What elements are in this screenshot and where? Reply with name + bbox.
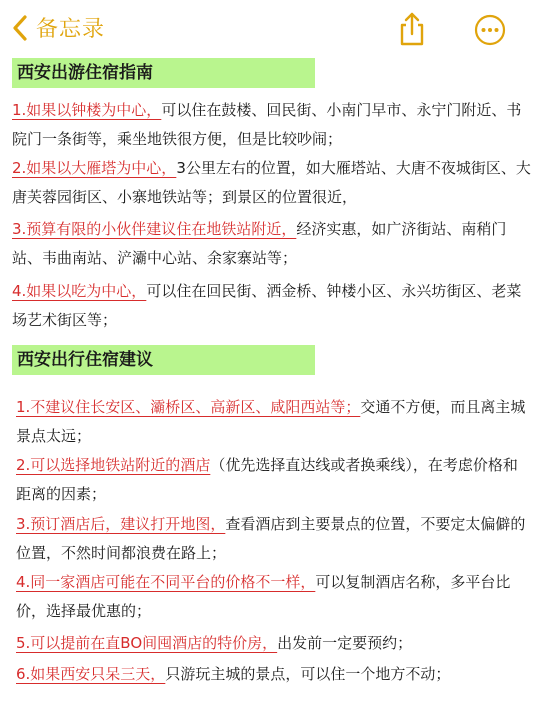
more-icon xyxy=(474,14,506,46)
more-button[interactable] xyxy=(474,14,506,50)
tip-item xyxy=(16,660,532,689)
tip-item-highlight: 2.可以选择地铁站附近的酒店 xyxy=(16,456,211,474)
section-title-lodging-guide: 西安出游住宿指南 xyxy=(12,58,315,88)
tip-item-highlight: 6.如果西安只呆三天， xyxy=(16,665,166,683)
tip-item-text: 出发前一定要预约； xyxy=(277,634,413,652)
tip-item xyxy=(16,393,532,451)
tip-item-highlight: 1.不建议住长安区、灞桥区、高新区、咸阳西站等； xyxy=(16,398,361,416)
guide-item xyxy=(12,154,532,212)
tip-item-text: 交通不方便，而且离主城景点太远； xyxy=(16,398,526,445)
tip-item-text: 查看酒店到主要景点的位置，不要定太偏僻的位置，不然时间都浪费在路上； xyxy=(16,515,526,562)
tip-item-text: 只游玩主城的景点，可以住一个地方不动； xyxy=(165,665,451,683)
tip-item-highlight: 4.同一家酒店可能在不同平台的价格不一样， xyxy=(16,573,316,591)
guide-item-highlight: 4.如果以吃为中心， xyxy=(12,282,147,300)
top-nav-bar xyxy=(0,0,540,58)
guide-item-highlight: 1.如果以钟楼为中心， xyxy=(12,101,162,119)
guide-item-text: 经济实惠，如广济街站、南稍门站、韦曲南站、浐灞中心站、余家寨站等； xyxy=(12,220,507,267)
share-icon xyxy=(397,12,427,46)
tip-item-text: （优先选择直达线或者换乘线），在考虑价格和距离的因素； xyxy=(16,456,518,503)
share-button[interactable] xyxy=(397,12,427,50)
tip-item xyxy=(16,451,532,509)
guide-item-text: 3公里左右的位置，如大雁塔站、大唐不夜城街区、大唐芙蓉园街区、小寨地铁站等；到景区的位置很近， xyxy=(12,159,531,206)
guide-item-highlight: 2.如果以大雁塔为中心， xyxy=(12,159,177,177)
section-title-lodging-tips: 西安出行住宿建议 xyxy=(12,345,315,375)
tip-item-highlight: 5.可以提前在直BO间囤酒店的特价房， xyxy=(16,634,278,652)
tip-item xyxy=(16,510,532,568)
chevron-left-icon xyxy=(12,14,28,42)
guide-item xyxy=(12,215,532,273)
guide-item-text: 可以住在鼓楼、回民街、小南门早市、永宁门附近、书院门一条街等，乘坐地铁很方便，但是比较吵闹； xyxy=(12,101,522,148)
guide-item xyxy=(12,277,532,335)
tip-item-text: 可以复制酒店名称，多平台比价，选择最优惠的； xyxy=(16,573,511,620)
guide-item-text: 可以住在回民街、洒金桥、钟楼小区、永兴坊街区、老菜场艺术街区等； xyxy=(12,282,522,329)
guide-item xyxy=(12,96,532,154)
tip-item xyxy=(16,629,532,658)
tip-item xyxy=(16,568,532,626)
tip-item-highlight: 3.预订酒店后，建议打开地图， xyxy=(16,515,226,533)
back-label: 备忘录 xyxy=(36,17,106,42)
back-button[interactable] xyxy=(12,12,105,43)
guide-item-highlight: 3.预算有限的小伙伴建议住在地铁站附近， xyxy=(12,220,297,238)
